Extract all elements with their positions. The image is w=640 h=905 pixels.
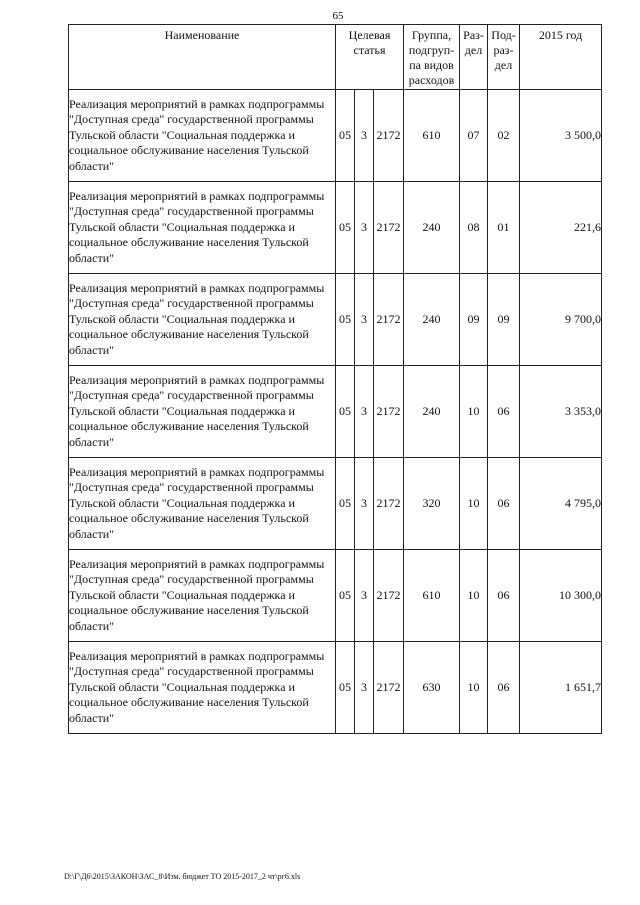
header-section: Раз-дел [460, 25, 488, 90]
row-name: Реализация мероприятий в рамках подпрограммы "Доступная среда" государственной программы Тульской области "Социальная поддержка и социальное обслуживание населения Тульской области" [69, 642, 336, 734]
page-number: 65 [332, 10, 344, 22]
target-part-2: 3 [355, 366, 374, 458]
expense-group: 320 [404, 458, 460, 550]
footer-file-path: D:\Г\Д6\2015\ЗАКОН\ЗАС_8\Изм. бюджет ТО 2015-2017_2 чт\рг6.xls [64, 872, 301, 881]
target-part-1: 05 [336, 182, 355, 274]
section-code: 10 [460, 458, 488, 550]
section-code: 08 [460, 182, 488, 274]
header-subsection: Под-раз-дел [488, 25, 520, 90]
amount-2015: 3 353,0 [520, 366, 602, 458]
expense-group: 630 [404, 642, 460, 734]
subsection-code: 02 [488, 90, 520, 182]
target-part-1: 05 [336, 550, 355, 642]
amount-2015: 10 300,0 [520, 550, 602, 642]
amount-2015: 3 500,0 [520, 90, 602, 182]
subsection-code: 06 [488, 550, 520, 642]
subsection-code: 01 [488, 182, 520, 274]
row-name: Реализация мероприятий в рамках подпрограммы "Доступная среда" государственной программы Тульской области "Социальная поддержка и социальное обслуживание населения Тульской области" [69, 366, 336, 458]
section-code: 07 [460, 90, 488, 182]
header-target: Целевая статья [336, 25, 404, 90]
target-part-3: 2172 [374, 182, 404, 274]
budget-table [68, 24, 602, 734]
target-part-1: 05 [336, 366, 355, 458]
expense-group: 610 [404, 550, 460, 642]
table-row [69, 458, 602, 550]
target-part-3: 2172 [374, 366, 404, 458]
target-part-3: 2172 [374, 642, 404, 734]
header-name: Наименование [69, 25, 336, 90]
table-row [69, 274, 602, 366]
header-row [69, 25, 602, 90]
row-name: Реализация мероприятий в рамках подпрограммы "Доступная среда" государственной программы Тульской области "Социальная поддержка и социальное обслуживание населения Тульской области" [69, 274, 336, 366]
table-row [69, 90, 602, 182]
row-name: Реализация мероприятий в рамках подпрограммы "Доступная среда" государственной программы Тульской области "Социальная поддержка и социальное обслуживание населения Тульской области" [69, 90, 336, 182]
target-part-2: 3 [355, 550, 374, 642]
subsection-code: 09 [488, 274, 520, 366]
section-code: 10 [460, 366, 488, 458]
target-part-1: 05 [336, 458, 355, 550]
target-part-1: 05 [336, 642, 355, 734]
row-name: Реализация мероприятий в рамках подпрограммы "Доступная среда" государственной программы Тульской области "Социальная поддержка и социальное обслуживание населения Тульской области" [69, 550, 336, 642]
target-part-3: 2172 [374, 458, 404, 550]
target-part-2: 3 [355, 274, 374, 366]
target-part-1: 05 [336, 90, 355, 182]
target-part-3: 2172 [374, 90, 404, 182]
amount-2015: 4 795,0 [520, 458, 602, 550]
section-code: 10 [460, 550, 488, 642]
table-row [69, 550, 602, 642]
target-part-3: 2172 [374, 550, 404, 642]
row-name: Реализация мероприятий в рамках подпрограммы "Доступная среда" государственной программы Тульской области "Социальная поддержка и социальное обслуживание населения Тульской области" [69, 458, 336, 550]
row-name: Реализация мероприятий в рамках подпрограммы "Доступная среда" государственной программы Тульской области "Социальная поддержка и социальное обслуживание населения Тульской области" [69, 182, 336, 274]
target-part-2: 3 [355, 182, 374, 274]
target-part-3: 2172 [374, 274, 404, 366]
expense-group: 240 [404, 274, 460, 366]
subsection-code: 06 [488, 642, 520, 734]
expense-group: 610 [404, 90, 460, 182]
target-part-2: 3 [355, 90, 374, 182]
target-part-2: 3 [355, 642, 374, 734]
section-code: 09 [460, 274, 488, 366]
subsection-code: 06 [488, 458, 520, 550]
amount-2015: 9 700,0 [520, 274, 602, 366]
table-row [69, 642, 602, 734]
header-group: Группа, подгруп-па видов расходов [404, 25, 460, 90]
target-part-1: 05 [336, 274, 355, 366]
target-part-2: 3 [355, 458, 374, 550]
amount-2015: 221,6 [520, 182, 602, 274]
table-row [69, 182, 602, 274]
subsection-code: 06 [488, 366, 520, 458]
amount-2015: 1 651,7 [520, 642, 602, 734]
expense-group: 240 [404, 182, 460, 274]
table-row [69, 366, 602, 458]
header-year: 2015 год [520, 25, 602, 90]
section-code: 10 [460, 642, 488, 734]
expense-group: 240 [404, 366, 460, 458]
